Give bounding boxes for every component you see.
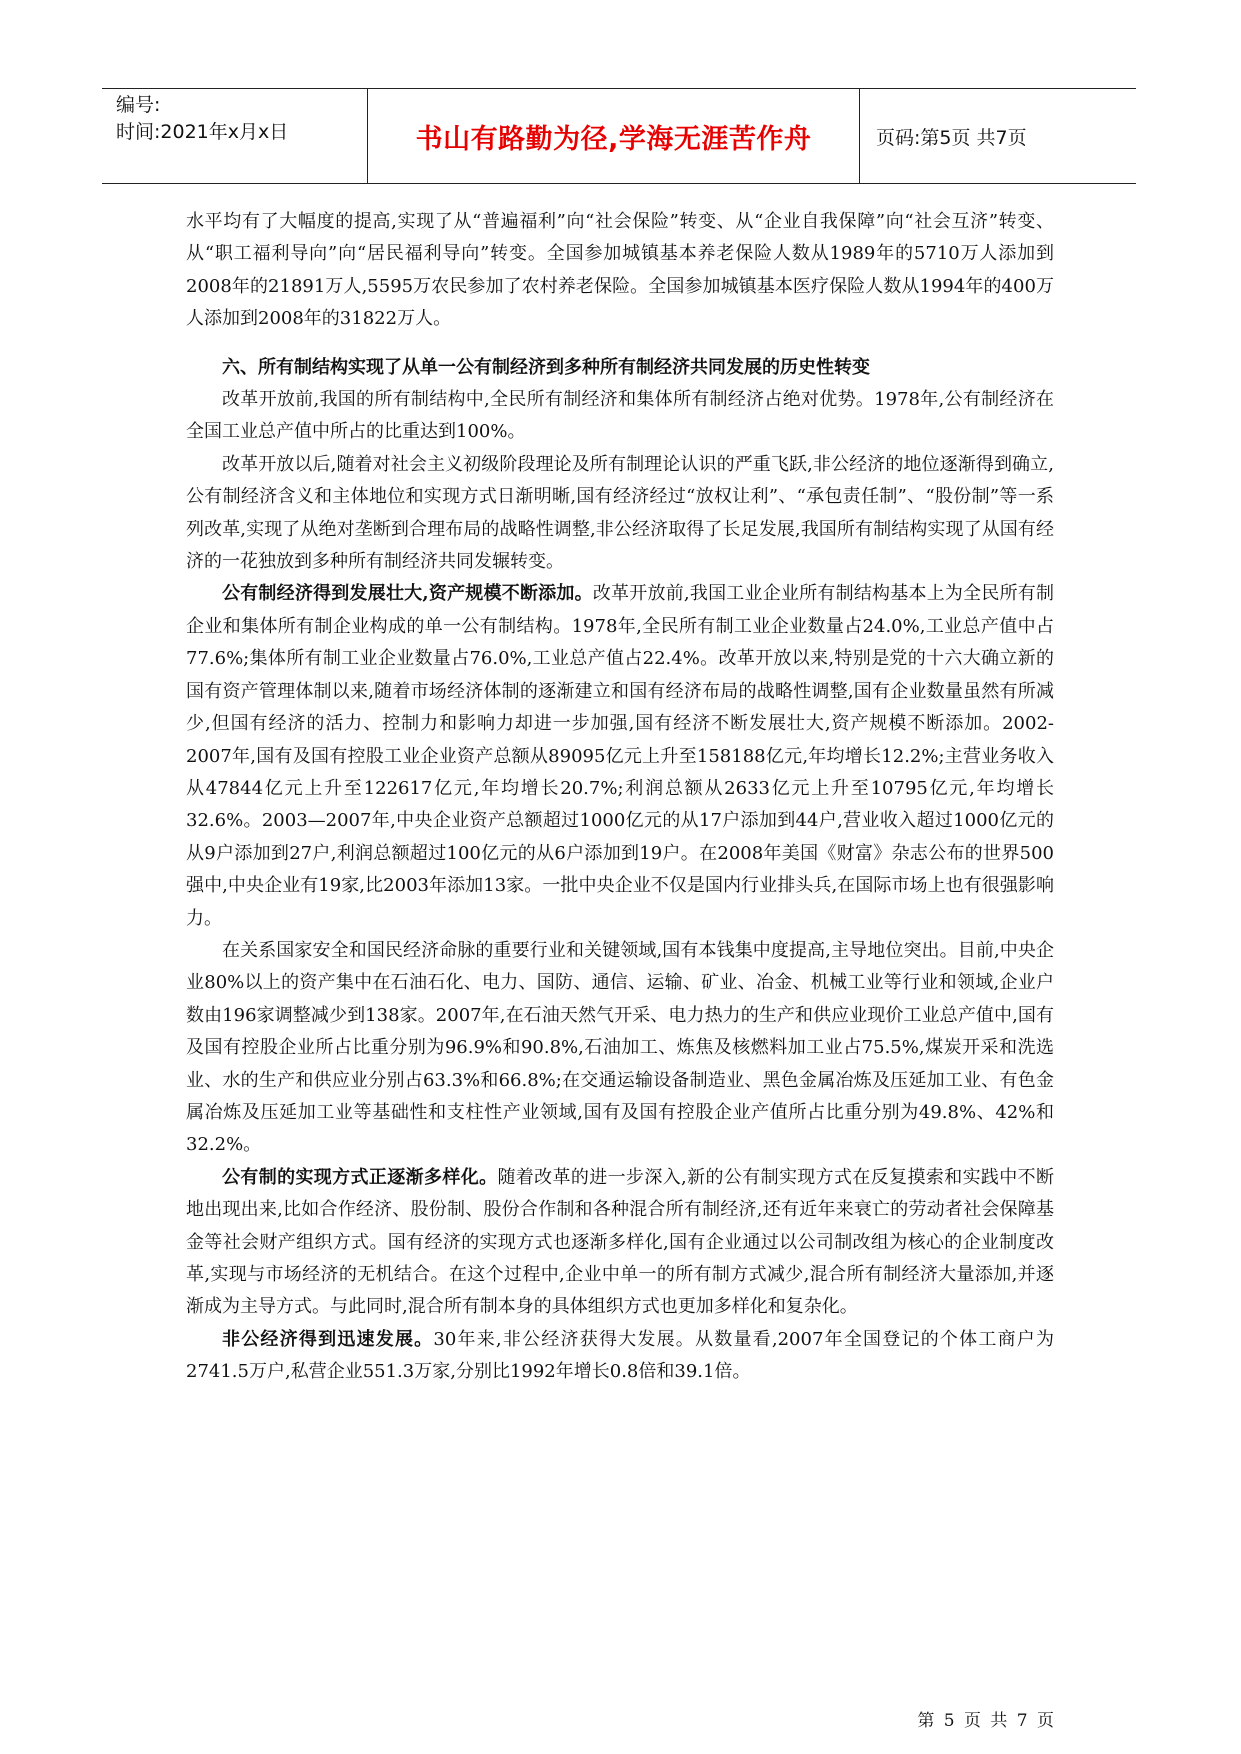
paragraph-lead-public-economy: 公有制经济得到发展壮大,资产规模不断添加。 (222, 583, 593, 605)
paragraph-post-reform: 改革开放以后,随着对社会主义初级阶段理论及所有制理论认识的严重飞跃,非公经济的地位逐渐得到确立,公有制经济含义和主体地位和实现方式日渐明晰,国有经济经过“放权让利”、“承包责任制”、“股份制”等一系列改革,实现了从绝对垄断到合理布局的战略性调整,非公经济取得了长足发展,我国所有制结构实现了从国有经济的一花独放到多种所有制经济共同发辗转变。 (186, 453, 1054, 573)
paragraph-lead-ownership-forms: 公有制的实现方式正逐渐多样化。 (222, 1166, 498, 1188)
paragraph-text-non-public-economy: 30年来,非公经济获得大发展。从数量看,2007年全国登记的个体工商户为2741.5万户,私营企业551.3万家,分别比1992年增长0.8倍和39.1倍。 (186, 1328, 1054, 1383)
paragraph-ownership-forms (186, 1162, 1054, 1324)
header-page-label: 页码:第5页 共7页 (876, 126, 1027, 149)
paragraph-pre-reform: 改革开放前,我国的所有制结构中,全民所有制经济和集体所有制经济占绝对优势。1978年,公有制经济在全国工业总产值中所占的比重达到100%。 (186, 389, 1054, 443)
paragraph-social-insurance: 水平均有了大幅度的提高,实现了从“普遍福利”向“社会保险”转变、从“企业自我保障”向“社会互济”转变、从“职工福利导向”向“居民福利导向”转变。全国参加城镇基本养老保险人数从1989年的5710万人添加到2008年的21891万人,5595万农民参加了农村养老保险。全国参加城镇基本医疗保险人数从1994年的400万人添加到2008年的31822万人。 (186, 211, 1054, 330)
section-heading-6: 六、所有制结构实现了从单一公有制经济到多种所有制经济共同发展的历史性转变 (222, 356, 870, 378)
paragraph-key-industries: 在关系国家安全和国民经济命脉的重要行业和关键领域,国有本钱集中度提高,主导地位突出。目前,中央企业80%以上的资产集中在石油石化、电力、国防、通信、运输、矿业、冶金、机械工业等行业和领域,企业户数由196家调整减少到138家。2007年,在石油天然气开采、电力热力的生产和供应业现价工业总产值中,国有及国有控股企业所占比重分别为96.9%和90.8%,石油加工、炼焦及核燃料加工业占75.5%,煤炭开采和洗选业、水的生产和供应业分别占63.3%和66.8%;在交通运输设备制造业、黑色金属冶炼及压延加工业、有色金属冶炼及压延加工业等基础性和支柱性产业领域,国有及国有控股企业产值所占比重分别为49.8%、42%和32.2%。 (186, 939, 1054, 1156)
paragraph-public-economy (186, 578, 1054, 934)
document-number-label: 编号: (116, 94, 161, 116)
paragraph-non-public-economy (186, 1324, 1054, 1389)
page-footer-number: 第 5 页 共 7 页 (917, 1711, 1056, 1731)
header-info-cell (102, 89, 368, 183)
document-time-label: 时间:2021年x月x日 (116, 121, 289, 143)
paragraph-text-public-economy: 改革开放前,我国工业企业所有制结构基本上为全民所有制企业和集体所有制企业构成的单一公有制结构。1978年,全民所有制工业企业数量占24.0%,工业总产值中占77.6%;集体所有制工业企业数量占76.0%,工业总产值占22.4%。改革开放以来,特别是党的十六大确立新的国有资产管理体制以来,随着市场经济体制的逐渐建立和国有经济布局的战略性调整,国有企业数量虽然有所减少,但国有经济的活力、控制力和影响力却进一步加强,国有经济不断发展壮大,资产规模不断添加。2002-2007年,国有及国有控股工业企业资产总额从89095亿元上升至158188亿元,年均增长12.2%;主营业务收入从47844亿元上升至122617亿元,年均增长20.7%;利润总额从2633亿元上升至10795亿元,年均增长32.6%。2003—2007年,中央企业资产总额超过1000亿元的从17户添加到44户,营业收入超过1000亿元的从9户添加到27户,利润总额超过100亿元的从6户添加到19户。在2008年美国《财富》杂志公布的世界500强中,中央企业有19家,比2003年添加13家。一批中央企业不仅是国内行业排头兵,在国际市场上也有很强影响力。 (186, 583, 1054, 929)
page-header (102, 88, 1136, 184)
document-body (186, 206, 1054, 1389)
header-motto: 书山有路勤为径,学海无涯苦作舟 (368, 89, 860, 183)
paragraph-lead-non-public-economy: 非公经济得到迅速发展。 (222, 1328, 434, 1350)
paragraph-text-ownership-forms: 随着改革的进一步深入,新的公有制实现方式在反复摸索和实践中不断地出现出来,比如合作经济、股份制、股份合作制和各种混合所有制经济,还有近年来衰亡的劳动者社会保障基金等社会财产组织方式。国有经济的实现方式也逐渐多样化,国有企业通过以公司制改组为核心的企业制度改革,实现与市场经济的无机结合。在这个过程中,企业中单一的所有制方式减少,混合所有制经济大量添加,并逐渐成为主导方式。与此同时,混合所有制本身的具体组织方式也更加多样化和复杂化。 (186, 1166, 1055, 1318)
